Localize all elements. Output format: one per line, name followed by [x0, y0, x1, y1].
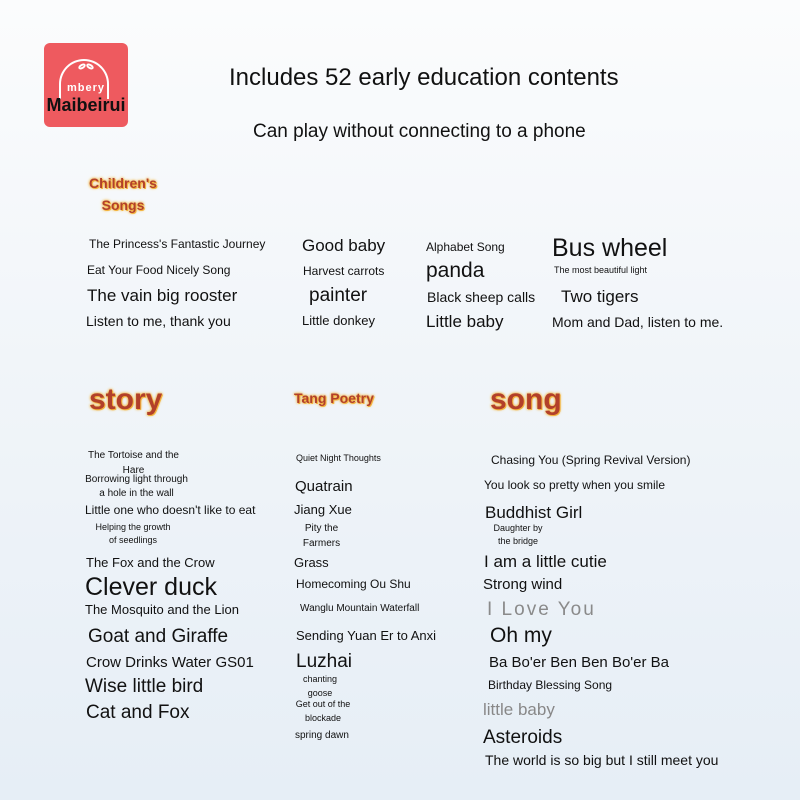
- page-title: Includes 52 early education contents: [229, 64, 619, 91]
- list-item: Ba Bo'er Ben Ben Bo'er Ba: [489, 654, 670, 671]
- list-item: Borrowing light through a hole in the wall: [85, 474, 188, 499]
- list-item: Daughter by the bridge: [493, 523, 543, 546]
- list-item: Helping the growth of seedlings: [95, 522, 171, 545]
- list-item: Quatrain: [295, 478, 353, 495]
- list-item: Mom and Dad, listen to me.: [552, 314, 724, 330]
- list-item: Little one who doesn't like to eat: [85, 503, 256, 517]
- list-item: Quiet Night Thoughts: [296, 453, 381, 463]
- list-item: Clever duck: [85, 573, 217, 601]
- list-item: Birthday Blessing Song: [488, 678, 613, 692]
- list-item: Alphabet Song: [426, 240, 505, 254]
- list-item: Chasing You (Spring Revival Version): [491, 453, 691, 467]
- category-childrens-songs: Children's Songs: [89, 175, 157, 213]
- list-item: Grass: [294, 555, 329, 570]
- category-song: song: [490, 383, 562, 416]
- list-item: Eat Your Food Nicely Song: [87, 263, 231, 277]
- list-item: Black sheep calls: [427, 289, 536, 305]
- list-item: The Princess's Fantastic Journey: [89, 237, 266, 251]
- category-tang-poetry: Tang Poetry: [294, 390, 374, 406]
- list-item: chanting goose: [302, 674, 338, 698]
- list-item: Wise little bird: [85, 676, 204, 697]
- brand-name: Maibeirui: [46, 95, 126, 115]
- list-item: Pity the Farmers: [302, 523, 341, 549]
- list-item: I am a little cutie: [484, 552, 607, 571]
- list-item: painter: [309, 285, 368, 306]
- list-item: Homecoming Ou Shu: [296, 577, 411, 591]
- list-item: The Mosquito and the Lion: [85, 602, 239, 617]
- list-item: panda: [426, 259, 485, 282]
- logo-small-text: mbery: [66, 82, 106, 94]
- list-item: Buddhist Girl: [485, 503, 583, 522]
- list-item: Luzhai: [296, 651, 352, 672]
- list-item: Two tigers: [561, 287, 639, 306]
- list-item: Asteroids: [483, 727, 563, 748]
- list-item: Goat and Giraffe: [88, 626, 229, 647]
- list-item: The Fox and the Crow: [86, 555, 215, 570]
- list-item: Listen to me, thank you: [86, 313, 231, 329]
- list-item: You look so pretty when you smile: [484, 478, 665, 492]
- list-item: Jiang Xue: [294, 502, 352, 517]
- list-item: Wanglu Mountain Waterfall: [300, 603, 420, 614]
- list-item: Little baby: [426, 312, 504, 331]
- list-item: Strong wind: [483, 576, 563, 593]
- page-subtitle: Can play without connecting to a phone: [253, 121, 586, 142]
- list-item: Sending Yuan Er to Anxi: [296, 628, 436, 643]
- list-item: spring dawn: [295, 730, 349, 741]
- list-item: Oh my: [490, 624, 552, 647]
- list-item: Good baby: [302, 236, 386, 255]
- list-item: Harvest carrots: [303, 264, 385, 278]
- list-item: Cat and Fox: [86, 702, 190, 723]
- list-item: The most beautiful light: [554, 265, 648, 275]
- list-item: Get out of the blockade: [295, 699, 351, 723]
- list-item: little baby: [483, 700, 555, 719]
- category-story: story: [89, 383, 163, 416]
- list-item: Bus wheel: [552, 234, 668, 262]
- list-item: The world is so big but I still meet you: [485, 752, 719, 768]
- list-item: Crow Drinks Water GS01: [86, 654, 254, 671]
- brand-logo: [44, 43, 128, 127]
- list-item: I Love You: [487, 599, 596, 620]
- list-item: The vain big rooster: [87, 286, 238, 305]
- list-item: Little donkey: [302, 313, 375, 328]
- list-item: The Tortoise and the Hare: [88, 450, 179, 476]
